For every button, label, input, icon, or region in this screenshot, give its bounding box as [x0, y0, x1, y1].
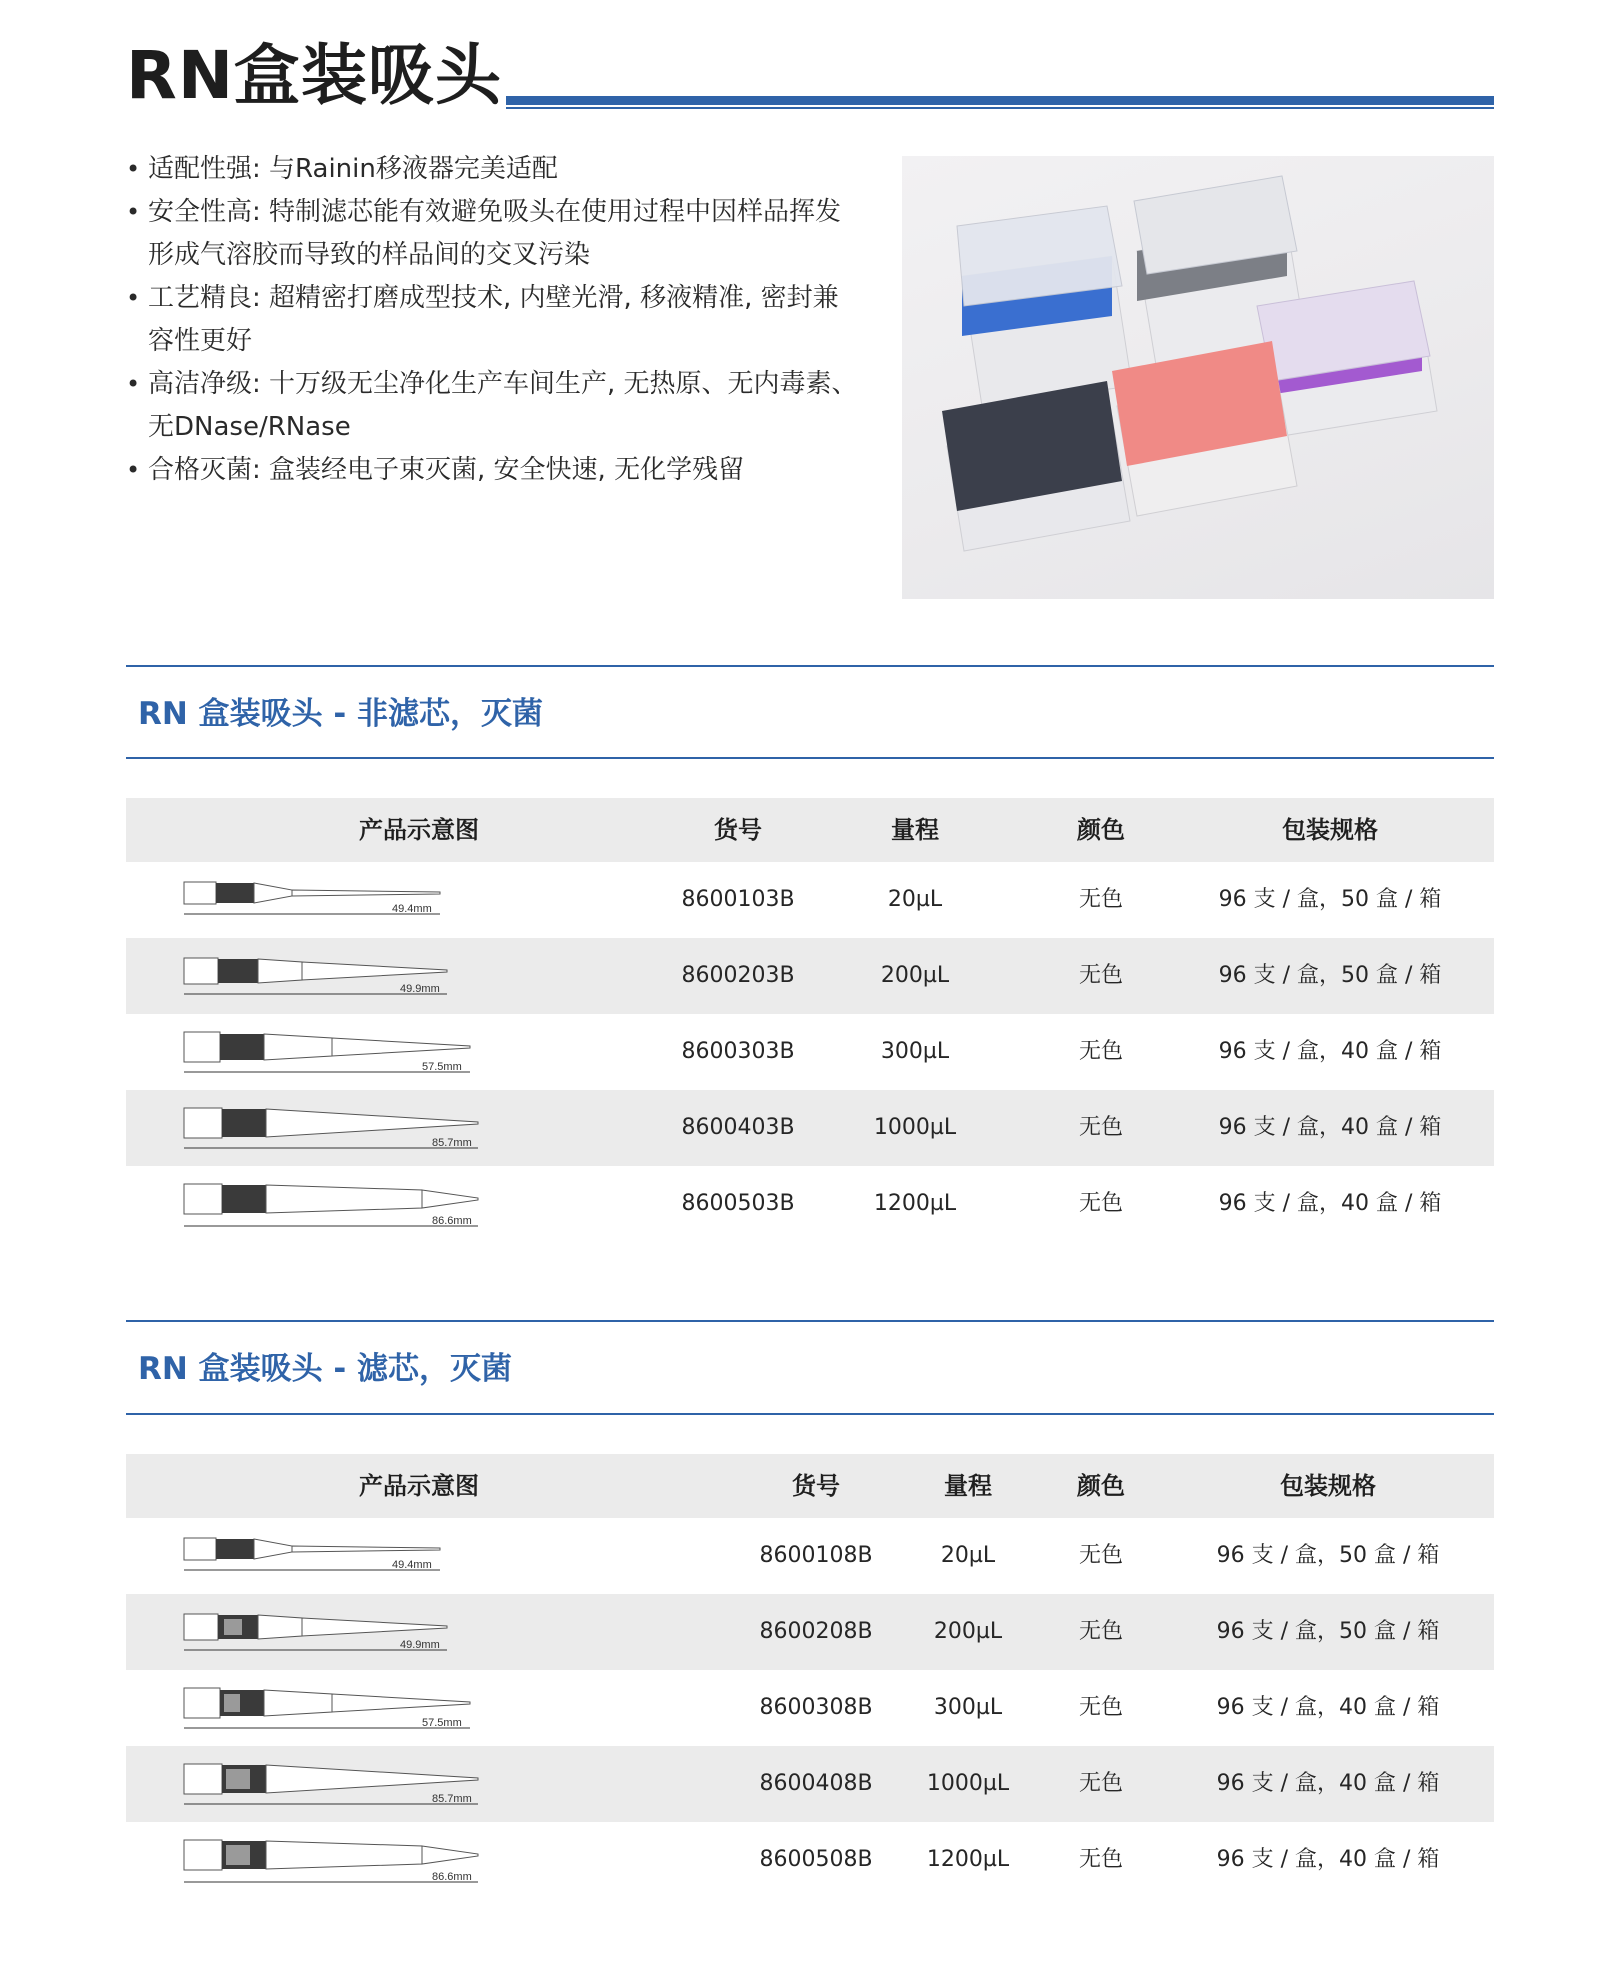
- tip-length-label: 49.4mm: [392, 903, 432, 915]
- item-range: 200µL: [933, 1619, 1003, 1644]
- item-color: 无色: [1078, 1847, 1124, 1872]
- page-title: RN盒装吸头: [126, 37, 503, 114]
- table-row: [126, 1822, 1494, 1898]
- table-row: [126, 1090, 1494, 1166]
- item-color: 无色: [1078, 887, 1124, 912]
- item-range: 20µL: [940, 1543, 996, 1568]
- item-range: 300µL: [933, 1695, 1003, 1720]
- table-row: [126, 1594, 1494, 1670]
- item-color: 无色: [1078, 1115, 1124, 1140]
- col-header-code: 货号: [792, 1472, 840, 1500]
- col-header-image: 产品示意图: [359, 1472, 479, 1500]
- tip-boxes-illustration: [902, 156, 1494, 599]
- tip-length-label: 57.5mm: [422, 1717, 462, 1729]
- feature-item: • 高洁净级: 十万级无尘净化生产车间生产, 无热原、无内毒素、: [126, 363, 886, 406]
- tip-box-dark: [942, 381, 1130, 551]
- pipette-tip-drawing: [182, 1678, 482, 1736]
- item-code: 8600103B: [681, 887, 795, 912]
- tip-length-label: 49.4mm: [392, 1559, 432, 1571]
- item-color: 无色: [1078, 1191, 1124, 1216]
- item-code: 8600403B: [681, 1115, 795, 1140]
- pipette-tip-drawing: [182, 1830, 482, 1888]
- item-pack: 96 支 / 盒，40 盒 / 箱: [1216, 1847, 1440, 1872]
- item-range: 1200µL: [873, 1191, 957, 1216]
- tip-length-label: 57.5mm: [422, 1061, 462, 1073]
- pipette-tip-drawing: [182, 870, 482, 928]
- table-row: [126, 1746, 1494, 1822]
- pipette-tip-drawing: [182, 1602, 482, 1660]
- item-color: 无色: [1078, 1695, 1124, 1720]
- col-header-code: 货号: [714, 816, 762, 844]
- pipette-tip-drawing: [182, 946, 482, 1004]
- item-code: 8600203B: [681, 963, 795, 988]
- item-pack: 96 支 / 盒，50 盒 / 箱: [1216, 1543, 1440, 1568]
- tip-length-label: 49.9mm: [400, 983, 440, 995]
- col-header-color: 颜色: [1077, 816, 1125, 844]
- section-divider: [126, 757, 1494, 759]
- item-code: 8600208B: [759, 1619, 873, 1644]
- feature-item-continued: 容性更好: [148, 326, 253, 356]
- item-code: 8600408B: [759, 1771, 873, 1796]
- item-range: 300µL: [880, 1039, 950, 1064]
- col-header-range: 量程: [944, 1472, 992, 1500]
- item-range: 1000µL: [926, 1771, 1010, 1796]
- section-divider: [126, 1320, 1494, 1322]
- table-header: [126, 1454, 1494, 1518]
- pipette-tip-drawing: [182, 1098, 482, 1156]
- item-color: 无色: [1078, 1619, 1124, 1644]
- feature-item: • 安全性高: 特制滤芯能有效避免吸头在使用过程中因样品挥发: [126, 191, 886, 234]
- item-pack: 96 支 / 盒，50 盒 / 箱: [1218, 963, 1442, 988]
- feature-item-continued: 形成气溶胶而导致的样品间的交叉污染: [148, 240, 591, 270]
- feature-item: • 合格灭菌: 盒装经电子束灭菌, 安全快速, 无化学残留: [126, 449, 886, 492]
- section-title: RN 盒装吸头 - 滤芯，灭菌: [138, 1351, 513, 1387]
- tip-length-label: 85.7mm: [432, 1137, 472, 1149]
- table-row: [126, 1166, 1494, 1242]
- table-row: [126, 1670, 1494, 1746]
- item-range: 20µL: [887, 887, 943, 912]
- item-range: 1200µL: [926, 1847, 1010, 1872]
- table-row: [126, 1518, 1494, 1594]
- item-color: 无色: [1078, 963, 1124, 988]
- item-pack: 96 支 / 盒，40 盒 / 箱: [1216, 1771, 1440, 1796]
- section-divider: [126, 1413, 1494, 1415]
- item-color: 无色: [1078, 1039, 1124, 1064]
- item-pack: 96 支 / 盒，40 盒 / 箱: [1218, 1039, 1442, 1064]
- feature-item: • 适配性强: 与Rainin移液器完美适配: [126, 148, 886, 191]
- item-code: 8600503B: [681, 1191, 795, 1216]
- pipette-tip-drawing: [182, 1022, 482, 1080]
- tip-length-label: 49.9mm: [400, 1639, 440, 1651]
- feature-item: • 工艺精良: 超精密打磨成型技术, 内壁光滑, 移液精准, 密封兼: [126, 277, 886, 320]
- item-pack: 96 支 / 盒，40 盒 / 箱: [1218, 1191, 1442, 1216]
- pipette-tip-drawing: [182, 1174, 482, 1232]
- item-code: 8600508B: [759, 1847, 873, 1872]
- title-underline-thin: [506, 107, 1494, 109]
- item-color: 无色: [1078, 1771, 1124, 1796]
- item-pack: 96 支 / 盒，40 盒 / 箱: [1218, 1115, 1442, 1140]
- col-header-range: 量程: [891, 816, 939, 844]
- tip-box-blue: [957, 206, 1132, 406]
- item-range: 1000µL: [873, 1115, 957, 1140]
- table-row: [126, 1014, 1494, 1090]
- pipette-tip-drawing: [182, 1526, 482, 1584]
- item-code: 8600303B: [681, 1039, 795, 1064]
- item-pack: 96 支 / 盒，50 盒 / 箱: [1216, 1619, 1440, 1644]
- col-header-pack: 包装规格: [1280, 1472, 1376, 1500]
- table-row: [126, 938, 1494, 1014]
- product-photo: [902, 156, 1494, 599]
- col-header-image: 产品示意图: [359, 816, 479, 844]
- feature-list: [126, 148, 886, 492]
- product-table-filter: [126, 1454, 1494, 1898]
- tip-length-label: 86.6mm: [432, 1215, 472, 1227]
- section-divider: [126, 665, 1494, 667]
- pipette-tip-drawing: [182, 1754, 482, 1812]
- title-underline: [506, 96, 1494, 105]
- product-table-nonfilter: [126, 798, 1494, 1242]
- tip-length-label: 86.6mm: [432, 1871, 472, 1883]
- item-code: 8600108B: [759, 1543, 873, 1568]
- item-pack: 96 支 / 盒，40 盒 / 箱: [1216, 1695, 1440, 1720]
- table-row: [126, 862, 1494, 938]
- feature-item-continued: 无DNase/RNase: [148, 412, 351, 442]
- tip-length-label: 85.7mm: [432, 1793, 472, 1805]
- tip-box-pink: [1112, 341, 1297, 516]
- col-header-color: 颜色: [1077, 1472, 1125, 1500]
- table-header: [126, 798, 1494, 862]
- item-pack: 96 支 / 盒，50 盒 / 箱: [1218, 887, 1442, 912]
- item-range: 200µL: [880, 963, 950, 988]
- section-title: RN 盒装吸头 - 非滤芯，灭菌: [138, 696, 544, 732]
- item-code: 8600308B: [759, 1695, 873, 1720]
- col-header-pack: 包装规格: [1282, 816, 1378, 844]
- item-color: 无色: [1078, 1543, 1124, 1568]
